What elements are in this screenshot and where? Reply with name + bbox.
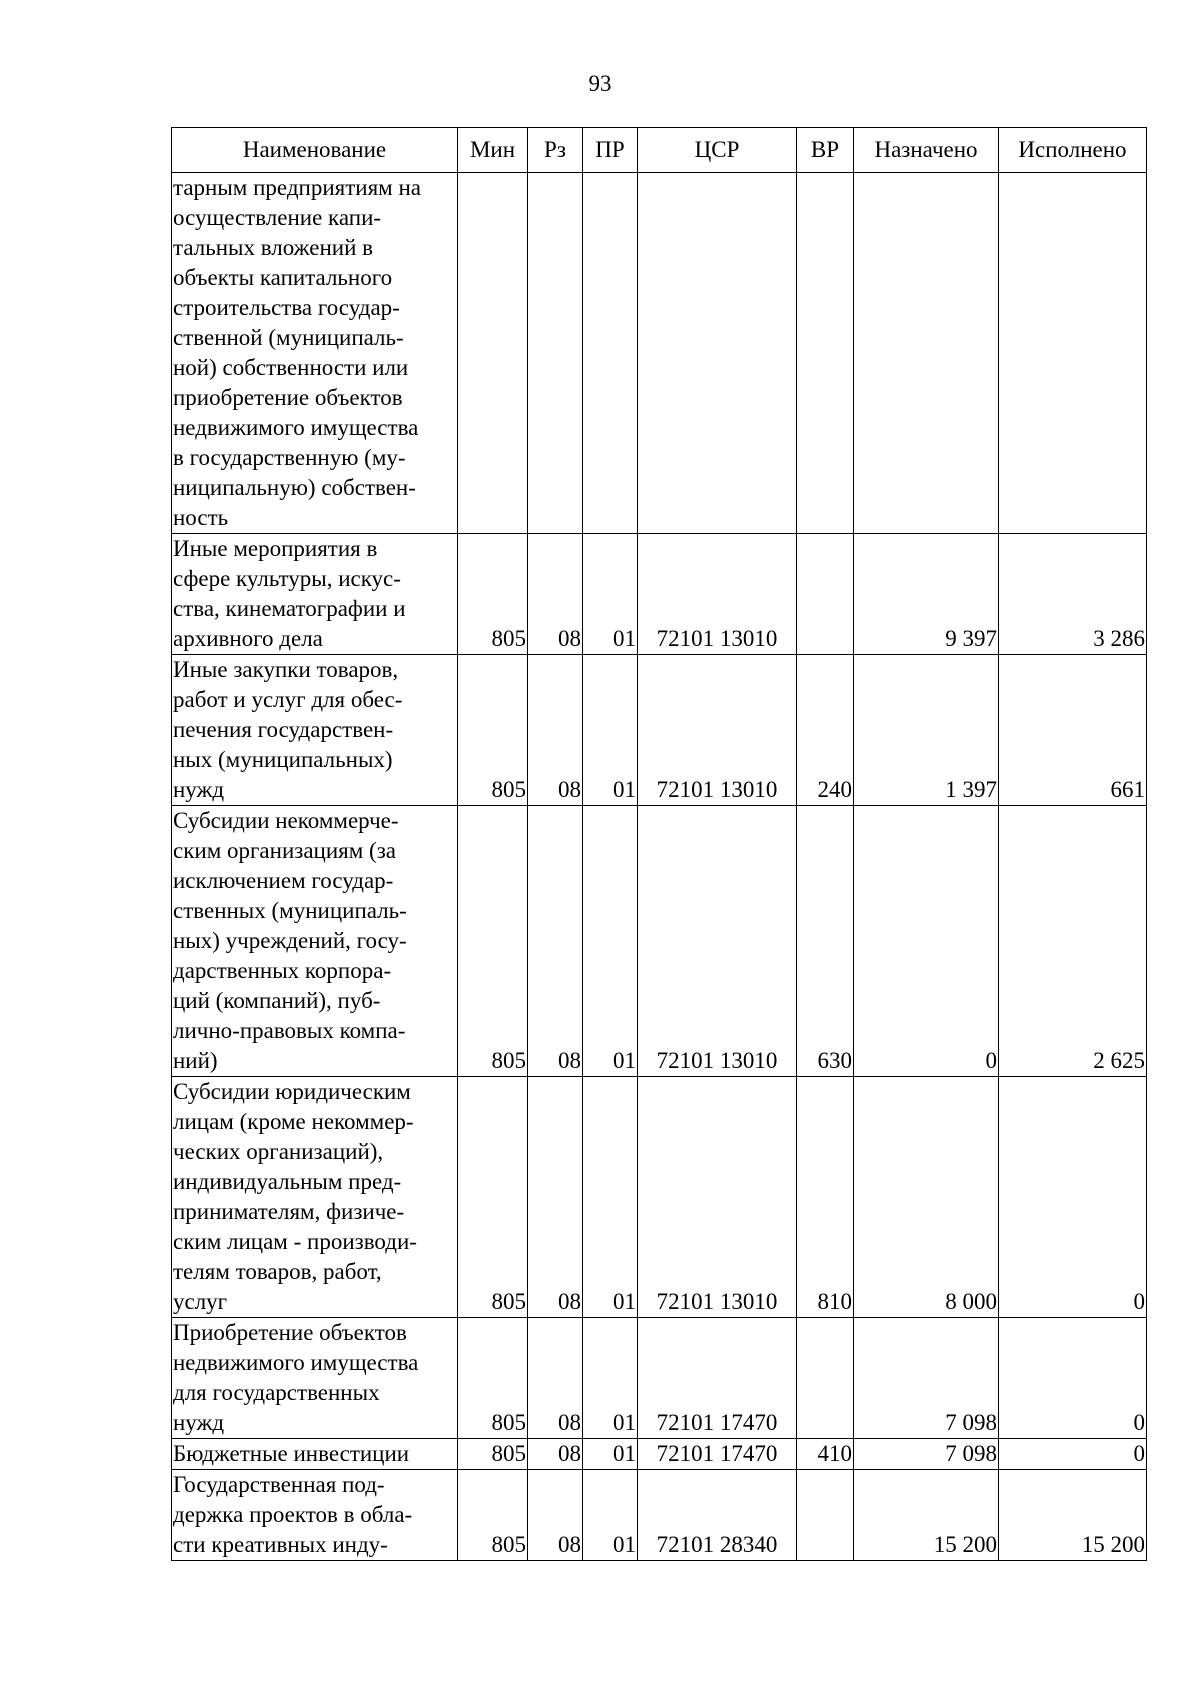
cell-name: Государственная под- держка проектов в обла- сти креативных инду-: [172, 1470, 458, 1561]
cell-assigned: 8 000: [854, 1077, 999, 1318]
cell-rz: 08: [528, 1470, 583, 1561]
table-row: [172, 534, 1147, 655]
header-name: Наименование: [172, 128, 458, 173]
cell-pr: 01: [583, 534, 638, 655]
cell-csr: 72101 17470: [638, 1318, 797, 1439]
header-min: Мин: [458, 128, 528, 173]
cell-vr: [797, 173, 854, 534]
cell-name: тарным предприятиям на осуществление капи- тальных вложений в объекты капитального строительства государ- ственной (муниципаль- ной) собственности или приобретение объектов недвижимого имущества в государственную (му- ниципальную) собствен- ность: [172, 173, 458, 534]
cell-min: 805: [458, 1318, 528, 1439]
table-row: [172, 1439, 1147, 1470]
cell-pr: 01: [583, 655, 638, 806]
cell-min: 805: [458, 655, 528, 806]
cell-rz: [528, 173, 583, 534]
cell-name: Иные мероприятия в сфере культуры, искус- ства, кинематографии и архивного дела: [172, 534, 458, 655]
cell-pr: 01: [583, 1470, 638, 1561]
cell-assigned: 1 397: [854, 655, 999, 806]
cell-min: [458, 173, 528, 534]
cell-executed: 0: [999, 1077, 1147, 1318]
cell-executed: 661: [999, 655, 1147, 806]
header-row: [172, 128, 1147, 173]
cell-executed: 15 200: [999, 1470, 1147, 1561]
header-vr: ВР: [797, 128, 854, 173]
table-row: [172, 173, 1147, 534]
cell-pr: 01: [583, 806, 638, 1077]
cell-assigned: 7 098: [854, 1318, 999, 1439]
cell-executed: 0: [999, 1439, 1147, 1470]
cell-vr: [797, 1318, 854, 1439]
budget-table: [171, 127, 1147, 1561]
header-executed: Исполнено: [999, 128, 1147, 173]
cell-assigned: 15 200: [854, 1470, 999, 1561]
cell-vr: 240: [797, 655, 854, 806]
cell-pr: [583, 173, 638, 534]
cell-csr: 72101 13010: [638, 1077, 797, 1318]
cell-csr: 72101 17470: [638, 1439, 797, 1470]
cell-rz: 08: [528, 806, 583, 1077]
cell-executed: 2 625: [999, 806, 1147, 1077]
cell-name: Приобретение объектов недвижимого имущества для государственных нужд: [172, 1318, 458, 1439]
cell-assigned: 7 098: [854, 1439, 999, 1470]
cell-pr: 01: [583, 1439, 638, 1470]
cell-assigned: [854, 173, 999, 534]
cell-vr: 630: [797, 806, 854, 1077]
page-number: 93: [588, 71, 612, 96]
cell-executed: 3 286: [999, 534, 1147, 655]
header-rz: Рз: [528, 128, 583, 173]
cell-rz: 08: [528, 1077, 583, 1318]
cell-min: 805: [458, 1470, 528, 1561]
cell-pr: 01: [583, 1077, 638, 1318]
cell-csr: 72101 13010: [638, 655, 797, 806]
cell-vr: 810: [797, 1077, 854, 1318]
cell-csr: 72101 13010: [638, 534, 797, 655]
cell-name: Бюджетные инвестиции: [172, 1439, 458, 1470]
header-pr: ПР: [583, 128, 638, 173]
table-row: [172, 1077, 1147, 1318]
cell-min: 805: [458, 534, 528, 655]
cell-executed: 0: [999, 1318, 1147, 1439]
header-assigned: Назначено: [854, 128, 999, 173]
cell-min: 805: [458, 806, 528, 1077]
cell-rz: 08: [528, 655, 583, 806]
cell-rz: 08: [528, 534, 583, 655]
cell-assigned: 0: [854, 806, 999, 1077]
header-csr: ЦСР: [638, 128, 797, 173]
cell-csr: 72101 13010: [638, 806, 797, 1077]
cell-csr: 72101 28340: [638, 1470, 797, 1561]
cell-vr: [797, 1470, 854, 1561]
cell-rz: 08: [528, 1439, 583, 1470]
table-row: [172, 1318, 1147, 1439]
cell-executed: [999, 173, 1147, 534]
cell-vr: 410: [797, 1439, 854, 1470]
cell-pr: 01: [583, 1318, 638, 1439]
cell-csr: [638, 173, 797, 534]
cell-rz: 08: [528, 1318, 583, 1439]
cell-name: Иные закупки товаров, работ и услуг для обес- печения государствен- ных (муниципальных) нужд: [172, 655, 458, 806]
cell-name: Субсидии некоммерче- ским организациям (за исключением государ- ственных (муниципаль- ных) учреждений, госу- дарственных корпора- ций (компаний), пуб- лично-правовых компа- ний): [172, 806, 458, 1077]
table-row: [172, 655, 1147, 806]
cell-name: Субсидии юридическим лицам (кроме некоммер- ческих организаций), индивидуальным пред- принимателям, физиче- ским лицам - производи- телям товаров, работ, услуг: [172, 1077, 458, 1318]
table-row: [172, 1470, 1147, 1561]
cell-vr: [797, 534, 854, 655]
cell-assigned: 9 397: [854, 534, 999, 655]
cell-min: 805: [458, 1077, 528, 1318]
cell-min: 805: [458, 1439, 528, 1470]
table-row: [172, 806, 1147, 1077]
